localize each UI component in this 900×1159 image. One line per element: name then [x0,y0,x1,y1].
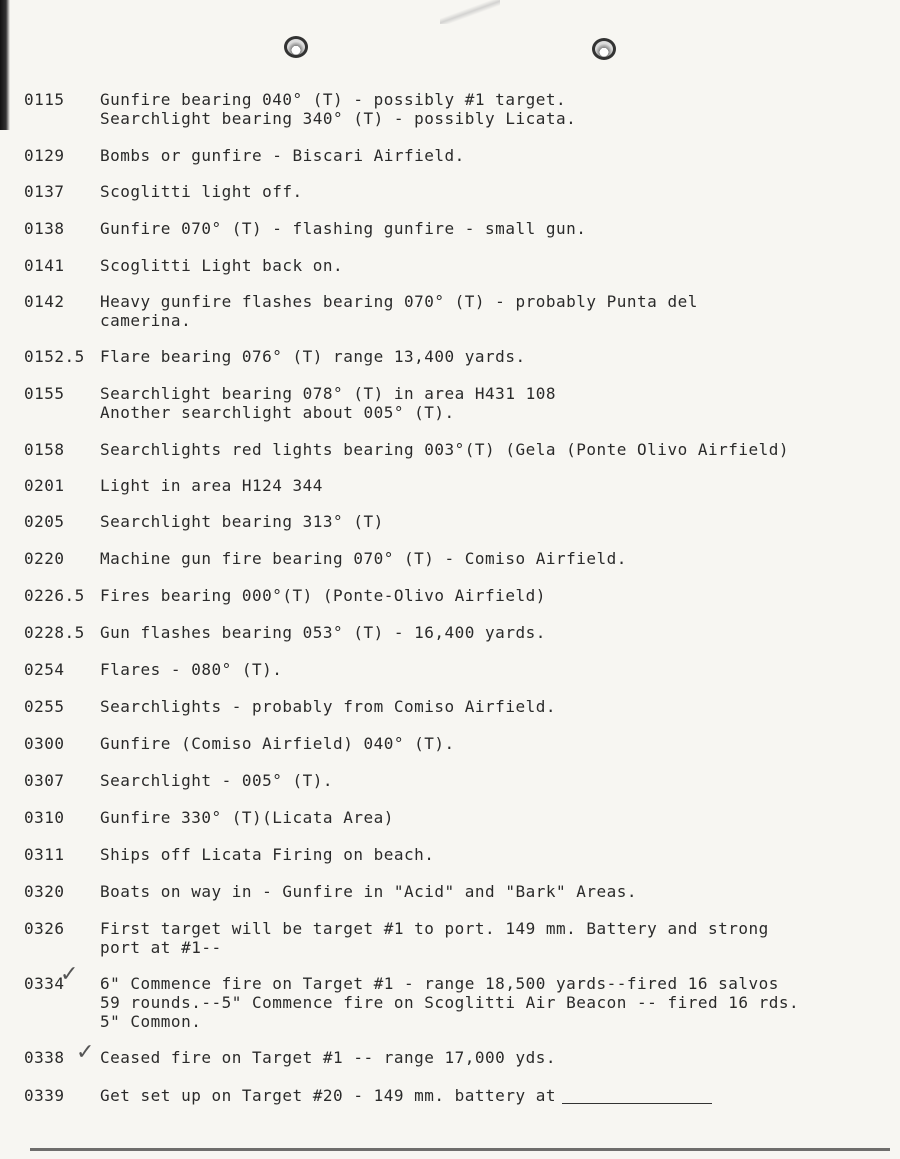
entry-time: 0141 [24,256,65,275]
entry-time: 0129 [24,146,65,165]
entry-text: Bombs or gunfire - Biscari Airfield. [100,146,465,165]
entry-time: 0310 [24,808,65,827]
entry-text: Scoglitti Light back on. [100,256,344,275]
entry-text: 6" Commence fire on Target #1 - range 18,500 yards--fired 16 salvos 59 rounds.--5" Commence fire on Scoglitti Air Beacon -- fired 16 rds. 5" Common. [100,974,800,1031]
entry-time: 0326 [24,919,65,938]
entry-time: 0142 [24,292,65,311]
paper-smudge [440,0,500,24]
entry-text: Gunfire bearing 040° (T) - possibly #1 target. Searchlight bearing 340° (T) - possibly Licata. [100,90,577,128]
entry-text: Ships off Licata Firing on beach. [100,845,435,864]
entry-time: 0226.5 [24,586,85,605]
entry-time: 0205 [24,512,65,531]
entry-time: 0254 [24,660,65,679]
entry-time: 0311 [24,845,65,864]
entry-text: Scoglitti light off. [100,182,303,201]
checkmark-icon: ✓ [60,962,79,987]
entry-time: 0300 [24,734,65,753]
entry-time: 0338 [24,1048,65,1067]
entry-time: 0339 [24,1086,65,1105]
entry-text: Light in area H124 344 [100,476,323,495]
entry-time: 0334 [24,974,65,993]
entry-time: 0152.5 [24,347,85,366]
entry-text: Searchlights red lights bearing 003°(T) (Gela (Ponte Olivo Airfield) [100,440,790,459]
entry-time: 0138 [24,219,65,238]
entry-text: Gun flashes bearing 053° (T) - 16,400 yards. [100,623,546,642]
entry-time: 0228.5 [24,623,85,642]
entry-text: Searchlights - probably from Comiso Airfield. [100,697,556,716]
entry-time: 0155 [24,384,65,403]
punch-hole-right-icon [592,38,616,60]
entry-text: Gunfire 330° (T)(Licata Area) [100,808,394,827]
entry-time: 0115 [24,90,65,109]
entry-time: 0158 [24,440,65,459]
entry-text: Flares - 080° (T). [100,660,283,679]
entry-text: Ceased fire on Target #1 -- range 17,000 yds. [100,1048,556,1067]
entry-text: Searchlight bearing 078° (T) in area H431 108 Another searchlight about 005° (T). [100,384,556,422]
entry-text: Get set up on Target #20 - 149 mm. battery at [100,1086,712,1105]
entry-text: Gunfire (Comiso Airfield) 040° (T). [100,734,455,753]
entry-text: First target will be target #1 to port. 149 mm. Battery and strong port at #1-- [100,919,769,957]
entry-text: Boats on way in - Gunfire in "Acid" and "Bark" Areas. [100,882,638,901]
entry-text: Searchlight - 005° (T). [100,771,334,790]
entry-time: 0220 [24,549,65,568]
entry-text: Fires bearing 000°(T) (Ponte-Olivo Airfield) [100,586,546,605]
entry-text: Flare bearing 076° (T) range 13,400 yards. [100,347,526,366]
punch-hole-left-icon [284,36,308,58]
entry-time: 0307 [24,771,65,790]
blank-fill-line [562,1103,712,1104]
entry-time: 0320 [24,882,65,901]
entry-text: Machine gun fire bearing 070° (T) - Comiso Airfield. [100,549,627,568]
entry-time: 0137 [24,182,65,201]
entry-time: 0255 [24,697,65,716]
checkmark-icon: ✓ [76,1040,95,1065]
entry-text: Heavy gunfire flashes bearing 070° (T) - probably Punta del camerina. [100,292,698,330]
page-bottom-rule [30,1148,890,1151]
entry-text: Gunfire 070° (T) - flashing gunfire - small gun. [100,219,587,238]
entry-time: 0201 [24,476,65,495]
entry-text: Searchlight bearing 313° (T) [100,512,384,531]
page-binding-edge [0,0,10,130]
